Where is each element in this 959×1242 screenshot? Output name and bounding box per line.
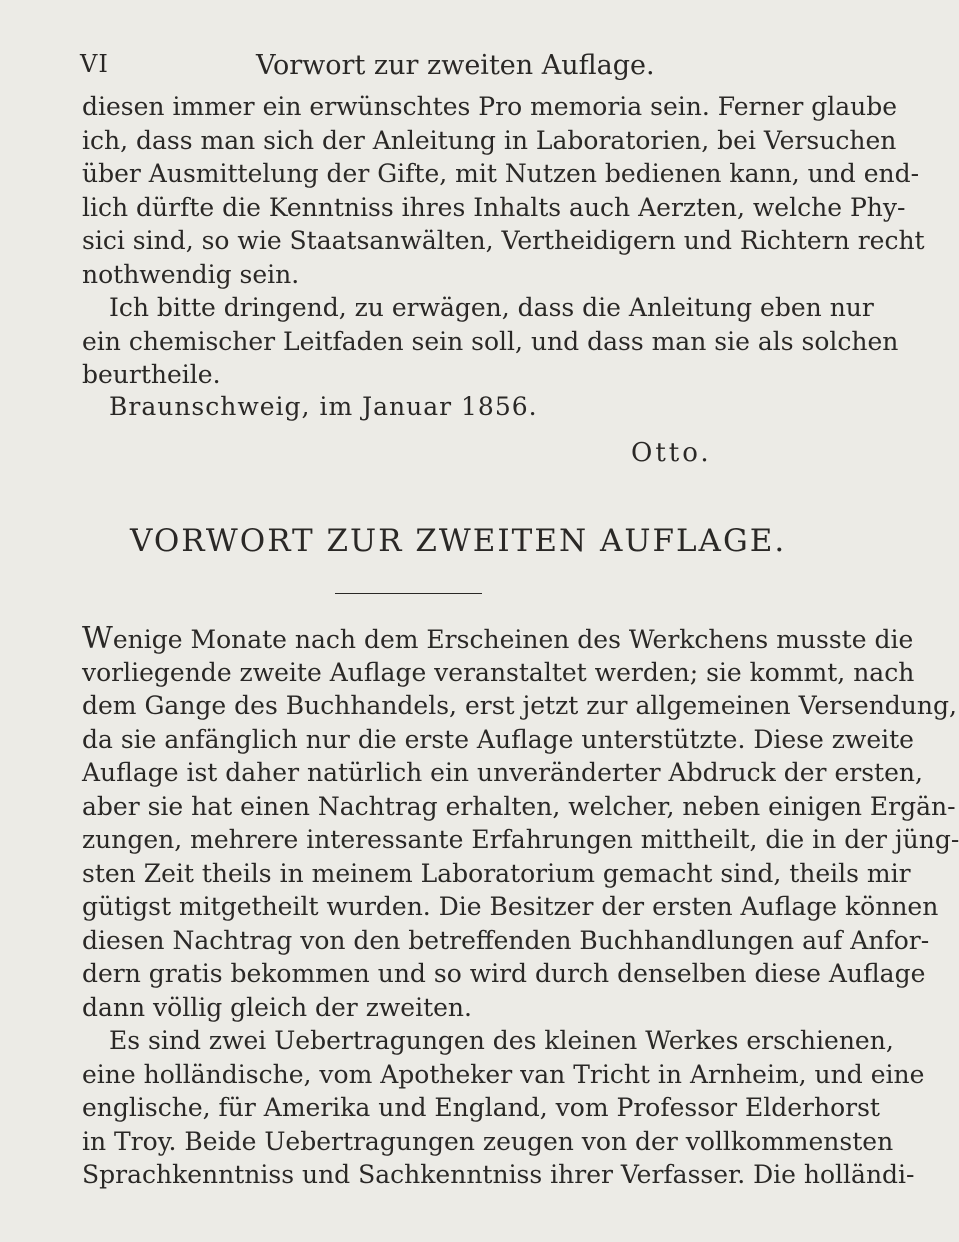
text-line: lich dürfte die Kenntniss ihres Inhalts auch Aerzten, welche Phy- (82, 192, 906, 222)
signature: Otto. (631, 438, 712, 468)
text-line: dern gratis bekommen und so wird durch denselben diese Auflage (82, 959, 926, 988)
text-line: ein chemischer Leitfaden sein soll, und dass man sie als solchen (82, 326, 899, 356)
text-line: über Ausmittelung der Gifte, mit Nutzen bedienen kann, und end- (82, 159, 920, 188)
text-line: da sie anfänglich nur die erste Auflage unterstützte. Diese zweite (82, 724, 914, 754)
dateline: Braunschweig, im Januar 1856. (109, 392, 538, 421)
running-head: Vorwort zur zweiten Auflage. (256, 50, 655, 81)
text-line: zungen, mehrere interessante Erfahrungen mittheilt, die in der jüng- (82, 825, 959, 854)
page-number: VI (80, 50, 109, 78)
page-header (0, 50, 800, 82)
title-rule (335, 593, 482, 594)
text-line: nothwendig sein. (82, 259, 300, 289)
text-line: dann völlig gleich der zweiten. (82, 992, 472, 1022)
text-line: sici sind, so wie Staatsanwälten, Vertheidigern und Richtern recht (82, 226, 925, 255)
text-line: diesen immer ein erwünschtes Pro memoria sein. Ferner glaube (82, 92, 898, 121)
initial-letter: W (82, 621, 113, 656)
text-line: sten Zeit theils in meinem Laboratorium gemacht sind, theils mir (82, 858, 911, 888)
text-line: aber sie hat einen Nachtrag erhalten, welcher, neben einigen Ergän- (82, 791, 956, 821)
text-line: gütigst mitgetheilt wurden. Die Besitzer der ersten Auflage können (82, 892, 939, 921)
text-line: Auflage ist daher natürlich ein unveränderter Abdruck der ersten, (82, 758, 923, 787)
text-line: in Troy. Beide Uebertragungen zeugen von der vollkommensten (82, 1126, 894, 1156)
text-line: dem Gange des Buchhandels, erst jetzt zur allgemeinen Versendung, (82, 691, 957, 720)
section-title: VORWORT ZUR ZWEITEN AUFLAGE. (130, 523, 787, 559)
text-line: Es sind zwei Uebertragungen des kleinen Werkes erschienen, (109, 1026, 894, 1055)
text-line: vorliegende zweite Auflage veranstaltet werden; sie kommt, nach (82, 657, 915, 687)
preface-second-edition (82, 621, 959, 1192)
text-line (82, 621, 914, 656)
preface-first-edition-ending (82, 90, 925, 392)
text-line: Sprachkenntniss und Sachkenntniss ihrer Verfasser. Die holländi- (82, 1160, 915, 1189)
text-line: eine holländische, vom Apotheker van Tricht in Arnheim, und eine (82, 1059, 925, 1089)
first-line-text: enige Monate nach dem Erscheinen des Werkchens musste die (112, 625, 914, 654)
text-line: Ich bitte dringend, zu erwägen, dass die Anleitung eben nur (109, 293, 874, 322)
text-line: diesen Nachtrag von den betreffenden Buchhandlungen auf Anfor- (82, 925, 930, 955)
text-line: englische, für Amerika und England, vom Professor Elderhorst (82, 1093, 880, 1122)
text-line: ich, dass man sich der Anleitung in Laboratorien, bei Versuchen (82, 125, 897, 155)
text-line: beurtheile. (82, 360, 221, 389)
